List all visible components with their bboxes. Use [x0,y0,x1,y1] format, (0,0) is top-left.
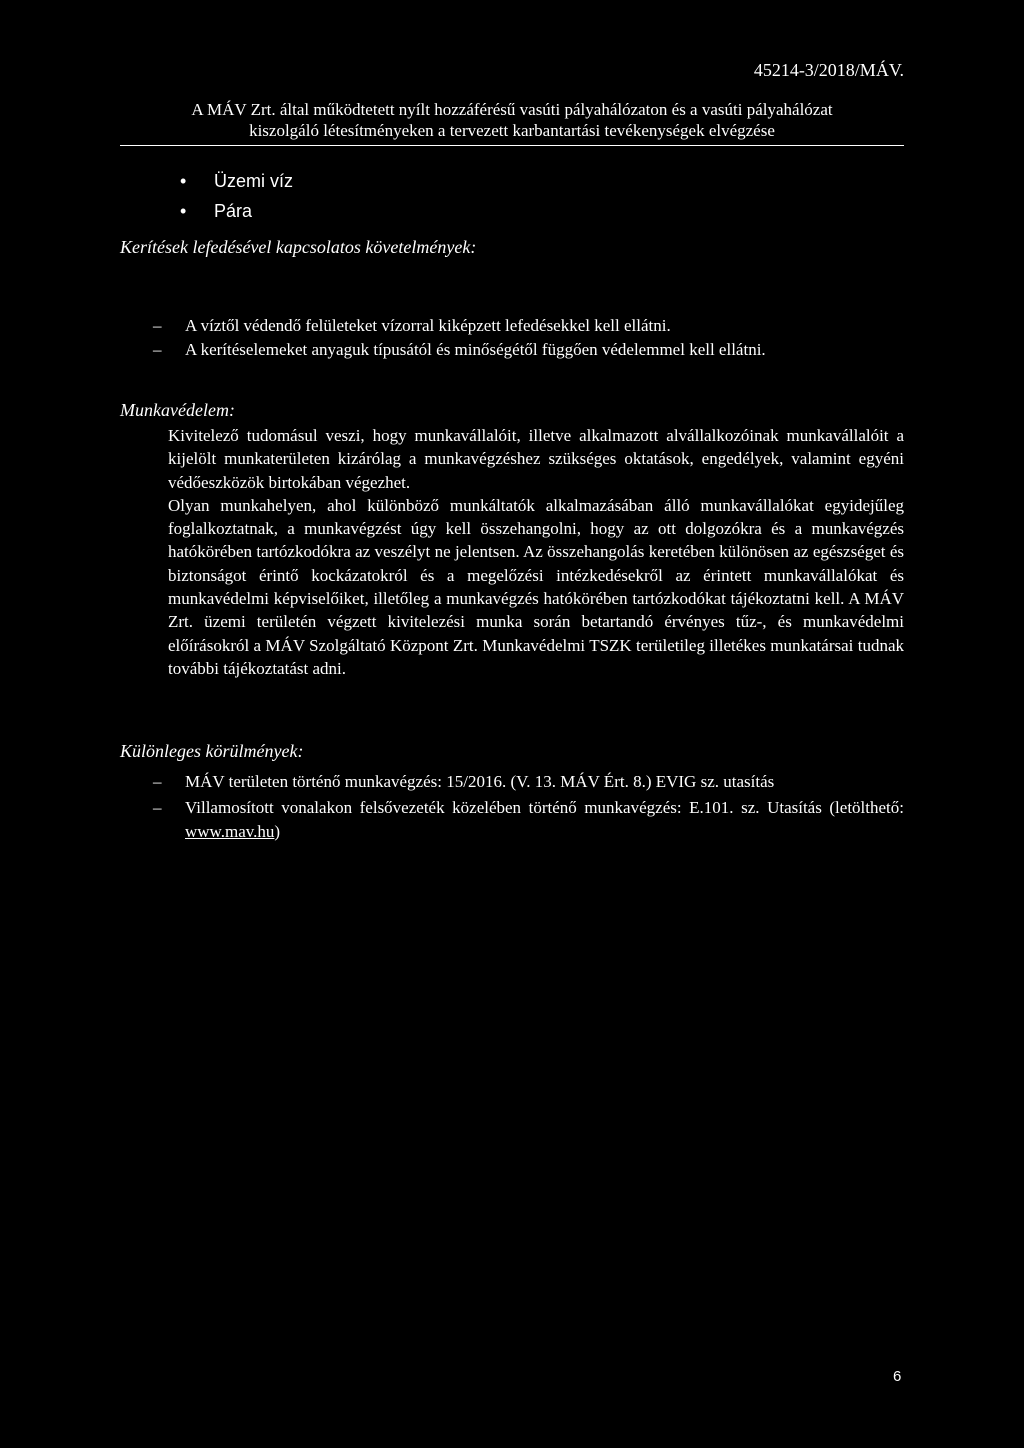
list-item-text: A kerítéselemeket anyaguk típusától és minőségétől függően védelemmel kell ellátni. [185,340,766,359]
dash-icon: – [153,772,162,791]
list-item [180,166,293,196]
safety-paragraph-2: Olyan munkahelyen, ahol különböző munkáltatók alkalmazásában álló munkavállalókat egyidejűleg foglalkoztatnak, a munkavégzést úgy kell összehangolni, hogy az ott dolgozókra és a munkavégzés hatókörében tartózkodókra az veszélyt ne jelentsen. Az összehangolás keretében különösen az egészséget és biztonságot érintő kockázatokról és a megelőzési intézkedésekről az érintett munkavállalókat és munkavédelmi képviselőiket, illetőleg a munkavégzés hatókörében tartózkodókat tájékoztatni kell. A MÁV Zrt. üzemi területén végzett kivitelezési munka során betartandó érvényes tűz-, és munkavédelmi előírásokról a MÁV Szolgáltató Központ Zrt. Munkavédelmi TSZK területileg illetékes munkatársai tudnak további tájékoztatást adni. [168,495,904,678]
dash-icon: – [153,798,162,817]
list-item-text: Üzemi víz [214,171,294,191]
header-title-line-1: A MÁV Zrt. által működtetett nyílt hozzáférésű vasúti pályahálózaton és a vasúti pályahálózat [191,100,833,119]
safety-text [168,424,904,680]
list-item-text: Villamosított vonalakon felsővezeték közelében történő munkavégzés: E.101. sz. Utasítás (letölthető: [185,798,904,817]
bullet-icon: • [180,201,187,221]
document-id: 45214-3/2018/MÁV. [753,60,904,80]
page-number: 6 [893,1368,902,1385]
fences-heading: Kerítések lefedésével kapcsolatos követelmények: [120,237,477,257]
list-item [153,770,904,794]
list-item-text: MÁV területen történő munkavégzés: 15/2016. (V. 13. MÁV Ért. 8.) EVIG sz. utasítás [185,772,775,791]
bullet-icon: • [180,171,187,191]
list-item [153,314,904,338]
mav-website-link[interactable]: www.mav.hu [185,822,275,841]
header-title-line-2: kiszolgáló létesítményeken a tervezett karbantartási tevékenységek elvégzése [249,121,775,140]
special-heading: Különleges körülmények: [120,741,304,761]
list-item-text: Pára [214,201,253,221]
fences-requirements-list [153,314,904,362]
list-item-text-end: ) [274,822,281,841]
header-divider [120,145,904,146]
safety-heading: Munkavédelem: [120,400,235,420]
bullet-list [180,166,293,226]
list-item [180,196,293,226]
dash-icon: – [153,340,162,359]
list-item [153,338,904,362]
list-item-text: A víztől védendő felületeket vízorral kiképzett lefedésekkel kell ellátni. [185,316,671,335]
list-item [153,796,904,844]
safety-paragraph-1: Kivitelező tudomásul veszi, hogy munkavállalóit, illetve alkalmazott alvállalkozóinak munkavállalóit a kijelölt munkaterületen kizárólag a munkavégzéshez szükséges oktatások, engedélyek, valamint egyéni védőeszközök birtokában végezhet. [168,426,904,492]
dash-icon: – [153,316,162,335]
special-conditions-list [153,770,904,844]
